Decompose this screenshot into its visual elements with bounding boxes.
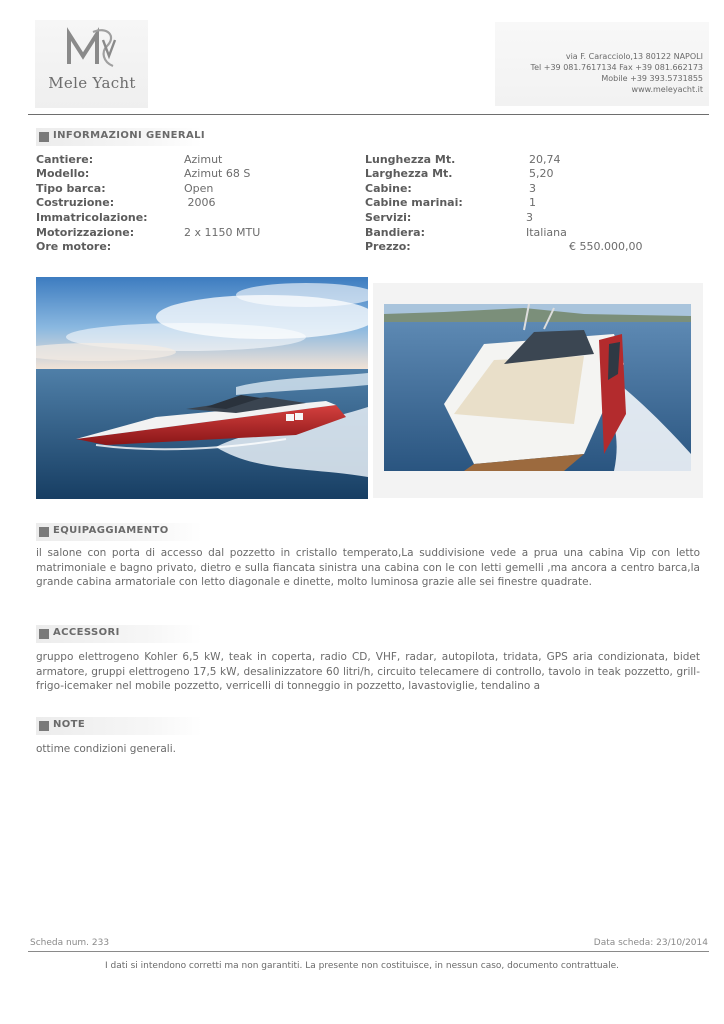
info-value-larghezza: 5,20 bbox=[529, 167, 554, 180]
info-value-lunghezza: 20,74 bbox=[529, 153, 561, 166]
info-label-immatricolazione: Immatricolazione: bbox=[36, 211, 148, 224]
sheet-date: Data scheda: 23/10/2014 bbox=[593, 938, 708, 948]
mobile-line: Mobile +39 393.5731855 bbox=[601, 74, 703, 83]
section-header-equipment bbox=[36, 523, 202, 541]
info-label-tipo-barca: Tipo barca: bbox=[36, 182, 106, 195]
section-bullet-icon bbox=[39, 629, 49, 639]
section-bullet-icon bbox=[39, 527, 49, 537]
section-header-notes bbox=[36, 717, 202, 735]
info-value-tipo-barca: Open bbox=[184, 182, 214, 195]
info-value-servizi: 3 bbox=[526, 211, 533, 224]
info-value-modello: Azimut 68 S bbox=[184, 167, 251, 180]
info-label-servizi: Servizi: bbox=[365, 211, 412, 224]
info-value-cantiere: Azimut bbox=[184, 153, 223, 166]
yacht-photo-exterior bbox=[36, 277, 368, 499]
info-value-costruzione: 2006 bbox=[184, 196, 216, 209]
info-label-costruzione: Costruzione: bbox=[36, 196, 115, 209]
website-link[interactable]: www.meleyacht.it bbox=[631, 85, 703, 94]
info-label-motorizzazione: Motorizzazione: bbox=[36, 226, 135, 239]
sheet-number: Scheda num. 233 bbox=[30, 938, 110, 948]
section-title: ACCESSORI bbox=[53, 627, 120, 638]
logo-monogram-icon bbox=[63, 26, 123, 70]
section-header-general bbox=[36, 128, 206, 146]
section-title: NOTE bbox=[53, 719, 86, 730]
info-value-motorizzazione: 2 x 1150 MTU bbox=[184, 226, 261, 239]
info-value-cabine: 3 bbox=[529, 182, 536, 195]
info-label-modello: Modello: bbox=[36, 167, 90, 180]
address-line: via F. Caracciolo,13 80122 NAPOLI bbox=[565, 52, 703, 61]
info-label-cabine-marinai: Cabine marinai: bbox=[365, 196, 463, 209]
info-value-cabine-marinai: 1 bbox=[529, 196, 536, 209]
section-header-accessories bbox=[36, 625, 202, 643]
footer-divider bbox=[28, 951, 709, 952]
company-logo bbox=[35, 20, 148, 108]
contact-block bbox=[495, 22, 709, 106]
info-label-cabine: Cabine: bbox=[365, 182, 412, 195]
disclaimer: I dati si intendono corretti ma non garantiti. La presente non costituisce, in nessun caso, documento contrattuale. bbox=[104, 961, 619, 971]
info-label-larghezza: Larghezza Mt. bbox=[365, 167, 453, 180]
yacht-photo-cockpit bbox=[384, 304, 691, 471]
logo-text: Mele Yacht bbox=[48, 74, 136, 92]
equipment-description: il salone con porta di accesso dal pozzetto in cristallo temperato,La suddivisione vede a prua una cabina Vip con letto matrimoniale e bagno privato, dietro e sulla fiancata sinistra una cabina con le con letti gemelli ,ma ancora a centro barca,la grande cabina armatoriale con letto diagonale e dinette, molto luminosa grazie alle sei finestre quadrate. bbox=[36, 547, 700, 588]
section-bullet-icon bbox=[39, 721, 49, 731]
section-title: EQUIPAGGIAMENTO bbox=[53, 525, 169, 536]
phone-line: Tel +39 081.7617134 Fax +39 081.662173 bbox=[530, 63, 703, 72]
info-value-bandiera: Italiana bbox=[526, 226, 567, 239]
notes-text: ottime condizioni generali. bbox=[36, 743, 176, 755]
accessories-description: gruppo elettrogeno Kohler 6,5 kW, teak in coperta, radio CD, VHF, radar, autopilota, tridata, GPS aria condizionata, bidet armatore, gruppi elettrogeno 17,5 kW, desalinizzatore 60 litri/h, circuito telecamere di controllo, tavolo in teak pozzetto, grill-frigo-icemaker nel mobile pozzetto, verricelli di tonneggio in pozzetto, lavastoviglie, tendalino a bbox=[36, 651, 700, 692]
section-bullet-icon bbox=[39, 132, 49, 142]
info-label-cantiere: Cantiere: bbox=[36, 153, 94, 166]
info-label-bandiera: Bandiera: bbox=[365, 226, 425, 239]
header-divider bbox=[28, 114, 709, 115]
info-label-ore-motore: Ore motore: bbox=[36, 240, 112, 253]
info-value-prezzo: € 550.000,00 bbox=[569, 240, 643, 253]
info-label-prezzo: Prezzo: bbox=[365, 240, 411, 253]
section-title: INFORMAZIONI GENERALI bbox=[53, 130, 206, 141]
info-label-lunghezza: Lunghezza Mt. bbox=[365, 153, 456, 166]
